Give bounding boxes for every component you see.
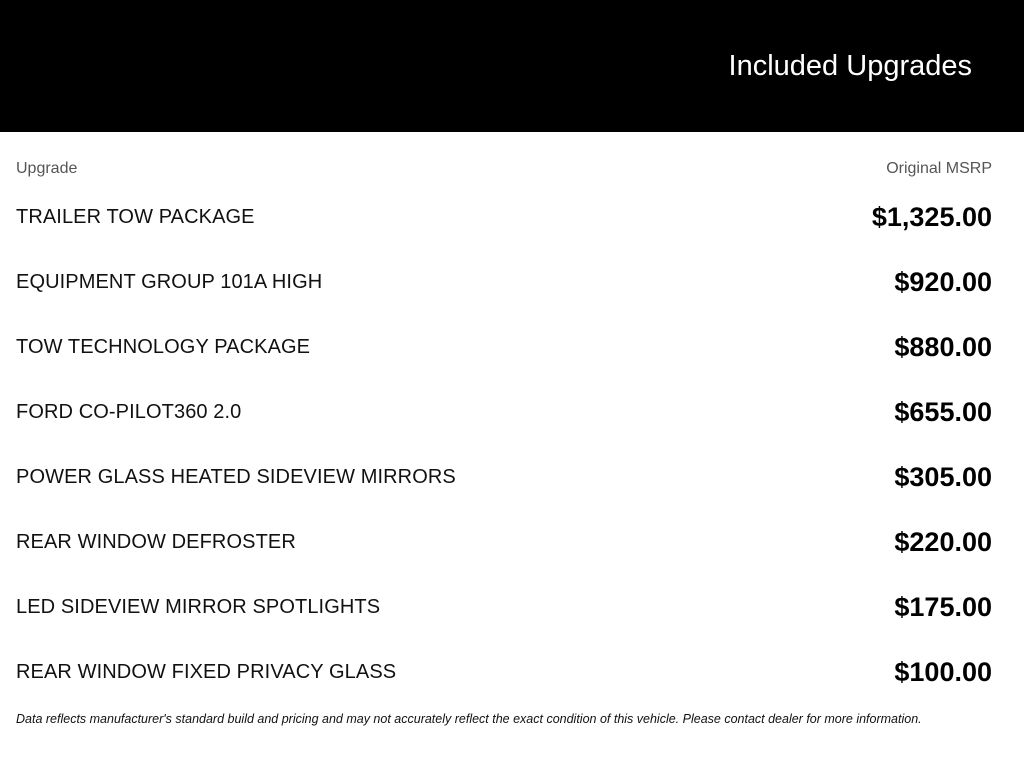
upgrade-name: LED SIDEVIEW MIRROR SPOTLIGHTS (16, 596, 381, 618)
table-row (16, 640, 992, 705)
upgrade-price: $655.00 (894, 397, 992, 427)
table-row (16, 510, 992, 575)
upgrade-name: TRAILER TOW PACKAGE (16, 206, 255, 228)
column-header-upgrade: Upgrade (16, 160, 78, 177)
disclaimer-text: Data reflects manufacturer's standard build and pricing and may not accurately reflect the exact condition of this vehicle. Please contact dealer for more information. (16, 712, 922, 726)
upgrade-price: $100.00 (894, 657, 992, 687)
upgrades-list (16, 185, 992, 705)
table-header (16, 160, 992, 180)
page-title: Included Upgrades (728, 50, 972, 82)
table-row (16, 315, 992, 380)
column-header-msrp: Original MSRP (886, 160, 992, 177)
upgrade-name: REAR WINDOW FIXED PRIVACY GLASS (16, 661, 397, 683)
upgrade-name: EQUIPMENT GROUP 101A HIGH (16, 271, 323, 293)
upgrade-price: $220.00 (894, 527, 992, 557)
header-banner (0, 0, 1024, 132)
upgrade-price: $305.00 (894, 462, 992, 492)
table-row (16, 250, 992, 315)
upgrade-price: $880.00 (894, 332, 992, 362)
upgrade-name: FORD CO-PILOT360 2.0 (16, 401, 242, 423)
upgrade-name: TOW TECHNOLOGY PACKAGE (16, 336, 311, 358)
table-row (16, 575, 992, 640)
upgrade-price: $1,325.00 (871, 202, 992, 232)
table-row (16, 380, 992, 445)
upgrade-name: REAR WINDOW DEFROSTER (16, 531, 296, 553)
upgrade-price: $175.00 (894, 592, 992, 622)
upgrade-name: POWER GLASS HEATED SIDEVIEW MIRRORS (16, 466, 456, 488)
table-row (16, 445, 992, 510)
upgrade-price: $920.00 (894, 267, 992, 297)
table-row (16, 185, 992, 250)
